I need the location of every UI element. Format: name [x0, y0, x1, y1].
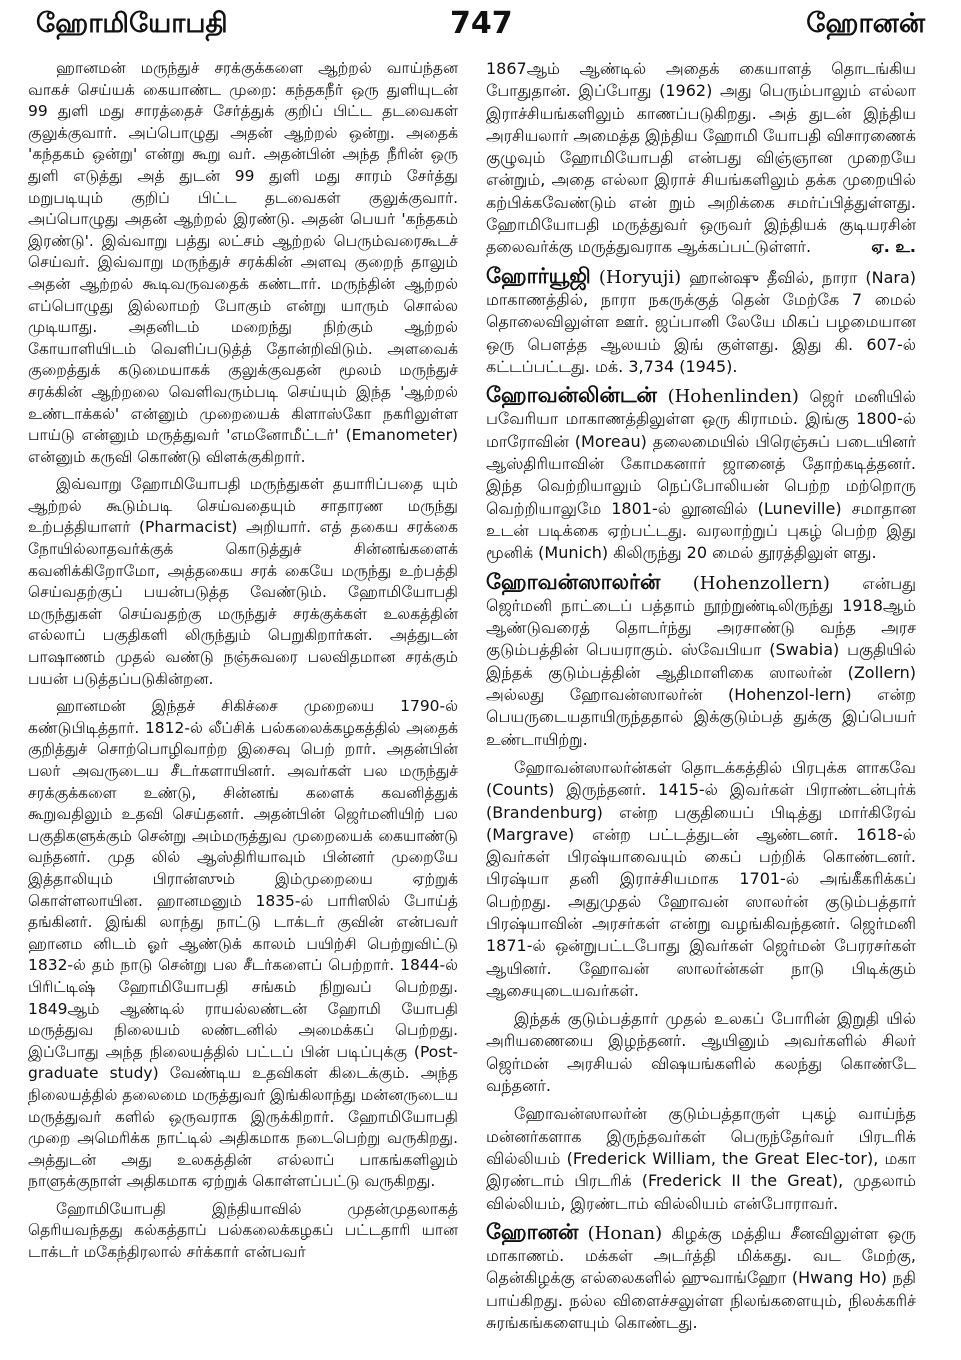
- paragraph-throne: இந்தக் குடும்பத்தார் முதல் உலகப் போரின் இறுதி யில் அரியணையை இழந்தனர். ஆயினும் அவர்களில் சிலர் ஜெர்மன் அரசியல் விஷயங்களில் கலந்து கொண்டே வந்தனர்.: [486, 1009, 916, 1096]
- entry-latin-name: (Hohenzollern): [692, 572, 830, 594]
- entry-body: கிழக்கு மத்திய சீனவிலுள்ள ஒரு மாகாணம். மக்கள் அடர்த்தி மிக்கது. வட மேற்கு, தென்கிழக்கு எல்லைகளில் ஹுவாங்ஹோ (Hwang Ho) நதி பாய்கிறது. நல்ல விளைச்சலுள்ள நிலங்களையும், நிலக்கரிச் சுரங்கங்களையும் கொண்டது.: [486, 1223, 916, 1333]
- entry-hohenlinden: [486, 384, 916, 564]
- entry-heading: ஹோவன்ஸாலர்ன்: [486, 569, 661, 594]
- paragraph-rulers: ஹோவன்ஸாலர்ன் குடும்பத்தாருள் புகழ் வாய்ந்த மன்னர்களாக இருந்தவர்கள் பெருந்தேர்வர் பிரடரிக் வில்லியம் (Frederick William, the Great Elec-tor), மகா இரண்டாம் பிரடரிக் (Frederick II the Great), முதலாம் வில்லியம், இரண்டாம் வில்லியம் என்போராவர்.: [486, 1104, 916, 1213]
- left-column: [28, 58, 458, 1348]
- paragraph-india-continued: [486, 58, 916, 259]
- entry-heading: ஹோவன்லின்டன்: [486, 383, 657, 408]
- entry-latin-name: (Honan): [587, 1222, 663, 1244]
- page-number: 747: [450, 6, 513, 41]
- author-signature: ஏ. உ.: [871, 237, 916, 257]
- entry-latin-name: (Hohenlinden): [667, 386, 799, 408]
- entry-body: ஜெர் மனியில் பவேரியா மாகாணத்திலுள்ள ஒரு கிராமம். இங்கு 1800-ல் மாரோவின் (Moreau) தலைமையில் பிரெஞ்சுப் படையினர் ஆஸ்திரியாவின் கோமகனார் ஜானைத் தோற்கடித்தனர். இந்த வெற்றியாலும் நெப்போலியன் பெற்ற மற்றொரு வெற்றியாலுமே 1801-ல் லூனவில் (Luneville) சமாதான உடன் படிக்கை ஏற்பட்டது. வரலாற்றுப் புகழ் பெற்ற இது மூனிக் (Munich) கிலிருந்து 20 மைல் தூரத்திலுள் ளது.: [486, 387, 916, 563]
- header-right-title: ஹோனன்: [806, 8, 925, 39]
- paragraph-preparation: இவ்வாறு ஹோமியோபதி மருந்துகள் தயாரிப்பதை யும் ஆற்றல் கூடும்படி செய்வதையும் சாதாரண மருந்து உற்பத்தியாளர் (Pharmacist) அறியார். எத் தகைய சரக்கை நோயில்லாதவர்க்குக் கொடுத்துச் சின்னங்களைக் கவனிக்கிறோமோ, அத்தகைய சரக் கையே மருந்து உற்பத்தி செய்வதற்குப் பயன்படுத்த வேண்டும். ஹோமியோபதி மருந்துகள் செய்வதற்கு மருந்துச் சரக்குக்கள் உலகத்தின் எல்லாப் பகுதிகளி லிருந்தும் பெறுகிறார்கள். அத்துடன் பாஷாணம் முதல் வண்டு நஞ்சுவரை பலவிதமான சரக்கும் பயன் படுத்தப்படுகின்றன.: [28, 475, 458, 688]
- entry-latin-name: (Horyuji): [598, 266, 682, 288]
- page-header: [0, 0, 961, 52]
- paragraph-india: ஹோமியோபதி இந்தியாவில் முதன்முதலாகத் தெரியவந்தது கல்கத்தாப் பல்கலைக்கழகப் பட்டதாரி யான டாக்டர் மகேந்திரலால் சர்க்கார் என்பவர்: [28, 1199, 458, 1262]
- entry-body: என்பது ஜெர்மனி நாட்டைப் பத்தாம் நூற்றுண்டிலிருந்து 1918ஆம் ஆண்டுவரைத் தொடர்ந்து அரசாண்டு வந்த அரச குடும்பத்தின் பெயராகும். ஸ்வேபியா (Swabia) பகுதியில் இந்தக் குடும்பத்தின் ஆதிமாளிகை ஸாலர்ன் (Zollern) அல்லது ஹோவன்ஸாலர்ன் (Hohenzol-lern) என்ற பெயருடையதாயிருந்ததால் இக்குடும்பத் துக்கு இப்பெயர் உண்டாயிற்று.: [486, 573, 916, 749]
- paragraph-text: 1867ஆம் ஆண்டில் அதைக் கையாளத் தொடங்கிய போதுதான். இப்போது (1962) அது பெரும்பாலும் எல்லா இராச்சியங்களிலும் காணப்படுகிறது. அத் துடன் இந்திய அரசியலார் அமைத்த இந்திய ஹோமி யோபதி விசாரணைக் குழுவும் ஹோமியோபதி என்பது விஞ்ஞான முறையே என்றும், அதை எல்லா இராச் சியங்களிலும் தக்க முறையில் கற்பிக்கவேண்டும் என் றும் அறிக்கை சமர்ப்பித்துள்ளது. ஹோமியோபதி மருத்துவர் ஒருவர் இந்தியக் குடியரசின் தலைவர்க்கு மருத்துவராக ஆக்கப்பட்டுள்ளர்.: [486, 59, 916, 257]
- entry-heading: ஹோனன்: [486, 1219, 579, 1244]
- entry-heading: ஹோர்யூஜி: [486, 263, 591, 288]
- header-left-title: ஹோமியோபதி: [36, 8, 228, 39]
- paragraph-potentization: ஹானமன் மருந்துச் சரக்குக்களை ஆற்றல் வாய்ந்தன வாகச் செய்யக் கையாண்ட முறை: கந்தகநீர் ஒரு துளியுடன் 99 துளி மது சாரத்தைச் சேர்த்துக் குறிப் பிட்ட தடவைகள் குலுக்குவார். அப்பொழுது அதன் ஆற்றல் ஒன்று. அதைக் 'கந்தகம் ஒன்று' என்று கூறு வர். அதன்பின் அந்த நீரின் ஒரு துளி எடுத்து அத் துடன் 99 துளி மது சாரம் சேர்த்து மறுபடியும் குறிப் பிட்ட தடவைகள் குலுக்குவார். அப்பொழுது அதன் ஆற்றல் இரண்டு. அதன் பெயர் 'கந்தகம் இரண்டு'. இவ்வாறு பத்து லட்சம் ஆற்றல் பெரும்வரைகூடச் செய்வர். இவ்வாறு மருந்துச் சரக்கின் அளவு குறைந் தாலும் அதன் ஆற்றல் கூடிவருவதைக் கண்டார். மருந்தின் ஆற்றல் எப்பொழுது இல்லாமற் போகும் என்று யாரும் சொல்ல முடியாது. அதனிடம் மறைந்து நிற்கும் ஆற்றல் கோயாளியிடம் வெளிப்படுத்த் தோன்றிவிடும். அளவைக் குறைத்துக் கடுமையாகக் குலுக்குவதன் மூலம் மருந்துச் சரக்கின் ஆற்றலை வெளிவரும்படி செய்யும் இந்த 'ஆற்றல் உண்டாக்கல்' என்னும் முறையைக் கிளாஸ்கோ நகரிலுள்ள பாய்டு என்னும் மருத்துவர் 'எமனோமீட்டர்' (Emanometer) என்னும் கருவி கொண்டு விளக்குகிறார்.: [28, 59, 458, 466]
- entry-body: ஹான்ஷு தீவில், நாரா (Nara) மாகாணத்தில், நாரா நகருக்குத் தென் மேற்கே 7 மைல் தொலைவிலுள்ள ஊர். ஜப்பானி லேயே மிகப் பழமையான ஒரு பௌத்த ஆலயம் இங் குள்ளது. இது கி. 607-ல் கட்டப்பட்டது. மக். 3,734 (1945).: [486, 267, 916, 376]
- entry-honan: [486, 1221, 916, 1334]
- right-column: [486, 58, 916, 1348]
- paragraph-counts: ஹோவன்ஸாலர்ன்கள் தொடக்கத்தில் பிரபுக்க ளாகவே (Counts) இருந்தனர். 1415-ல் இவர்கள் பிராண்டன்புர்க் (Brandenburg) என்ற பகுதியைப் பிடித்து மார்கிரேவ் (Margrave) என்ற பட்டத்துடன் ஆண்டனர். 1618-ல் இவர்கள் பிரஷ்யாவையும் கைப் பற்றிக் கொண்டனர். பிரஷ்யா தனி இராச்சியமாக 1701-ல் அங்கீகரிக்கப் பெற்றது. அதுமுதல் ஹோவன் ஸாலர்ன் குடும்பத்தார் பிரஷ்யாவின் அரசர்கள் என்று வழங்கிவந்தனர். ஜெர்மனி 1871-ல் ஒன்றுபட்டபோது இவர்கள் ஜெர்மன் பேரரசர்கள் ஆயினர். ஹோவன் ஸாலர்ன்கள் நாடு பிடிக்கும் ஆசையுடையவர்கள்.: [486, 757, 916, 1000]
- paragraph-history: ஹானமன் இந்தச் சிகிச்சை முறையை 1790-ல் கண்டுபிடித்தார். 1812-ல் லீப்சிக் பல்கலைக்கழகத்தில் அதைக் குறித்துச் சொற்பொழிவாற்ற இசைவு பெற் றார். அதன்பின் பலர் அவருடைய சீடர்களாயினர். அவர்கள் பல மருந்துச் சரக்குக்களை உண்டு, சின்னங் களைக் கவனித்துக் கூறுவதிலும் உதவி செய்தனர். அதன்பின் ஜெர்மனியிற் பல பகுதிகளுக்கும் சென்று அம்மருத்துவ முறையைக் கையாண்டு வந்தனர். முத லில் ஆஸ்திரியாவும் பின்னர் முறையே இத்தாலியும் பிரான்ஸும் இம்முறையை ஏற்றுக் கொள்ளலாயின. ஹானமனும் 1835-ல் பாரிஸில் போய்த் தங்கினர். இங்கி லாந்து நாட்டு டாக்டர் குவின் என்பவர் ஹானம னிடம் ஓர் ஆண்டுக் காலம் பயிற்சி பெற்றுவிட்டு 1832-ல் தம் நாடு சென்று பல சீடர்களைப் பெற்றார். 1844-ல் பிரிட்டிஷ் ஹோமியோபதி சங்கம் நிறுவப் பெற்றது. 1849ஆம் ஆண்டில் ராயல்லண்டன் ஹோமி யோபதி மருத்துவ நிலையம் லண்டனில் அமைக்கப் பெற்றது. இப்போது அந்த நிலையத்தில் பட்டப் பின் படிப்புக்கு (Post-graduate study) வேண்டிய உதவிகள் கிடைக்கும். அந்த நிலையத்தில் தலைமை மருத்துவர் இங்கிலாந்து மன்னருடைய மருத்துவர் களில் ஒருவராக இருக்கிறார். ஹோமியோபதி முறை அமெரிக்க நாட்டில் அதிகமாக நடைபெற்று வருகிறது. அத்துடன் அது உலகத்தின் எல்லாப் பாகங்களிலும் நாளுக்குநாள் அதிகமாக ஏற்றுக் கொள்ளப்பட்டு வருகிறது.: [28, 697, 458, 1191]
- entry-horyuji: [486, 265, 916, 378]
- entry-hohenzollern: [486, 571, 916, 751]
